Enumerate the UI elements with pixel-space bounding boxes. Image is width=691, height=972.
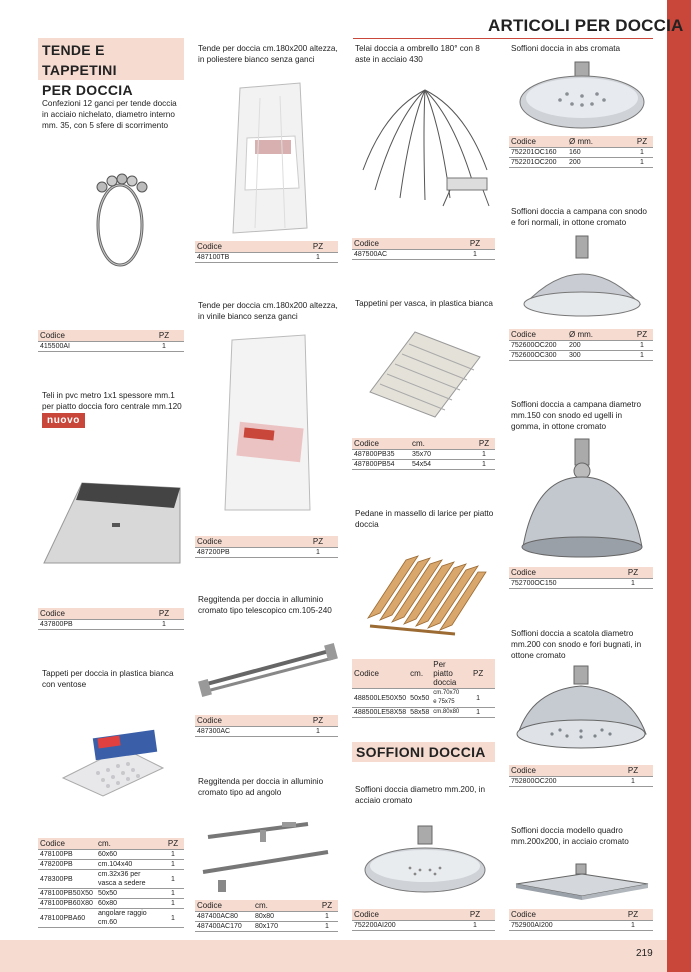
product-description-soffione-200: Soffioni doccia diametro mm.200, in acciaio cromato (355, 785, 486, 805)
product-table-soffioni-campana: Codice Ø mm. PZ 752600OC200 200 1 752600OC300 300 1 (509, 329, 653, 361)
product-description-telai: Telai doccia a ombrello 180° con 8 aste in acciaio 430 (355, 44, 480, 64)
product-description-pedane: Pedane in massello di larice per piatto doccia (355, 509, 494, 529)
table-row: 437800PB 1 (38, 620, 184, 630)
header-divider (353, 38, 653, 39)
product-description-reggitenda-tele: Reggitenda per doccia in alluminio cromato tipo telescopico cm.105-240 (198, 595, 332, 615)
product-table-tende-vinile: Codice PZ 487200PB 1 (195, 536, 338, 558)
table-row: 488500LE50X50 50x50 cm.70x70 e 75x75 1 (352, 689, 495, 708)
telescopic-rod-image (198, 630, 338, 700)
side-accent-bar (667, 0, 691, 972)
section-title-soffioni: SOFFIONI DOCCIA (356, 744, 486, 760)
table-row: 752600OC200 200 1 (509, 341, 653, 351)
polyester-curtain-image (215, 78, 315, 238)
bell-150-shower-head-image (515, 437, 650, 567)
table-row: 478300PB cm.32x36 per vasca a sedere 1 (38, 870, 184, 889)
table-row: 487100TB 1 (195, 253, 338, 263)
abs-shower-head-image (515, 58, 650, 133)
product-table-teli: Codice PZ 437800PB 1 (38, 608, 184, 630)
bell-shower-head-image (515, 234, 650, 324)
product-table-telai: Codice PZ 487500AC 1 (352, 238, 495, 260)
product-description-soffioni-campana-150: Soffioni doccia a campana diametro mm.150 con snodo ed ugelli in gomma, in ottone cromato (511, 400, 642, 431)
product-description-soffioni-campana: Soffioni doccia a campana con snodo e fori normali, in ottone cromato (511, 207, 647, 227)
corner-rod-image (198, 812, 338, 897)
vinyl-curtain-image (210, 325, 320, 515)
product-description-soffioni-scatola: Soffioni doccia a scatola diametro mm.200 con snodo e fori bugnati, in ottone cromato (511, 629, 642, 660)
shower-rings-image (80, 165, 160, 275)
product-description-tende-vinile: Tende per doccia cm.180x200 altezza, in vinile bianco senza ganci (198, 301, 338, 321)
product-table-soffioni-abs: Codice Ø mm. PZ 752201OC160 160 1 752201OC200 200 1 (509, 136, 653, 168)
table-row: 752800OC200 1 (509, 777, 653, 787)
shower-mat-image (58, 728, 168, 798)
product-description-ganci: Confezioni 12 ganci per tende doccia in acciaio nichelato, diametro interno mm. 35, con 5 sfere di scorrimento (42, 99, 177, 130)
table-row: 752201OC200 200 1 (509, 158, 653, 168)
product-table-tende-poliestere: Codice PZ 487100TB 1 (195, 241, 338, 263)
square-shower-head-image (512, 862, 652, 904)
table-row: 478100PB 60x60 1 (38, 850, 184, 860)
pvc-sheet-image (42, 478, 182, 568)
table-row: 487300AC 1 (195, 727, 338, 737)
page-number: 219 (636, 948, 653, 959)
product-description-tappetini-vasca: Tappetini per vasca, in plastica bianca (355, 299, 493, 308)
table-row: 478100PB50X50 50x50 1 (38, 889, 184, 899)
table-row: 752600OC300 300 1 (509, 351, 653, 361)
table-row: 415500AI 1 (38, 342, 184, 352)
table-row: 487500AC 1 (352, 250, 495, 260)
col-header-pz: PZ (144, 330, 184, 342)
product-table-ganci (38, 330, 184, 352)
section-heading-tende (38, 38, 184, 98)
product-description-soffioni-abs: Soffioni doccia in abs cromata (511, 44, 621, 53)
new-badge: nuovo (42, 413, 85, 428)
table-row: 752900AI200 1 (509, 921, 653, 931)
page-title: ARTICOLI PER DOCCIA (488, 16, 684, 35)
table-row: 488500LE58X58 58x58 cm.80x80 1 (352, 708, 495, 718)
product-table-soffione-200: Codice PZ 752200AI200 1 (352, 909, 495, 931)
product-description-teli: Teli in pvc metro 1x1 spessore mm.1 per piatto doccia foro centrale mm.120 (42, 391, 182, 411)
table-row: 478200PB cm.104x40 1 (38, 860, 184, 870)
product-table-soffioni-campana-150: Codice PZ 752700OC150 1 (509, 567, 653, 589)
product-table-tappeti: Codice cm. PZ 478100PB 60x60 1 478200PB cm.104x40 1 478300PB cm.32x36 per vasca a sedere 1 478100PB50X50 50x50 1 478100PB60X80 60x80 1 478100PBA60 angolare raggio cm.60 1 (38, 838, 184, 928)
product-table-soffioni-scatola: Codice PZ 752800OC200 1 (509, 765, 653, 787)
table-row: 752700OC150 1 (509, 579, 653, 589)
product-description-tappeti: Tappeti per doccia in plastica bianca con ventose (42, 669, 174, 689)
product-description-reggitenda-angolo: Reggitenda per doccia in alluminio cromato tipo ad angolo (198, 777, 324, 797)
product-table-pedane: Codice cm. Per piatto doccia PZ 488500LE50X50 50x50 cm.70x70 e 75x75 1 488500LE58X58 58x58 cm.80x80 1 (352, 659, 495, 718)
product-table-reggitenda-tele: Codice PZ 487300AC 1 (195, 715, 338, 737)
shower-head-200-image (360, 822, 490, 902)
table-row: 487800PB54 54x54 1 (352, 460, 495, 470)
table-row: 752201OC160 160 1 (509, 148, 653, 158)
table-row: 478100PB60X80 60x80 1 (38, 899, 184, 909)
table-row: 487400AC80 80x80 1 (195, 912, 338, 922)
footer-strip (0, 940, 667, 972)
product-table-tappetini-vasca: Codice cm. PZ 487800PB35 35x70 1 487800PB54 54x54 1 (352, 438, 495, 470)
box-shower-head-image (512, 664, 652, 760)
table-row: 752200AI200 1 (352, 921, 495, 931)
table-row: 487400AC170 80x170 1 (195, 922, 338, 932)
table-row: 478100PBA60 angolare raggio cm.60 1 (38, 909, 184, 928)
table-row: 487200PB 1 (195, 548, 338, 558)
product-table-soffioni-quadro: Codice PZ 752900AI200 1 (509, 909, 653, 931)
section-title-line2: PER DOCCIA (42, 82, 133, 98)
section-heading-soffioni (352, 742, 495, 762)
umbrella-frame-image (355, 80, 495, 210)
table-row: 487800PB35 35x70 1 (352, 450, 495, 460)
product-description-soffioni-quadro: Soffioni doccia modello quadro mm.200x200, in acciaio cromato (511, 826, 629, 846)
product-description-tende-poliestere: Tende per doccia cm.180x200 altezza, in poliestere bianco senza ganci (198, 44, 338, 64)
col-header-codice: Codice (38, 330, 144, 342)
section-title-line1: TENDE E TAPPETINI (42, 42, 117, 78)
bath-mat-image (365, 322, 485, 422)
larch-platform-image (360, 548, 490, 638)
product-table-reggitenda-angolo: Codice cm. PZ 487400AC80 80x80 1 487400AC170 80x170 1 (195, 900, 338, 932)
